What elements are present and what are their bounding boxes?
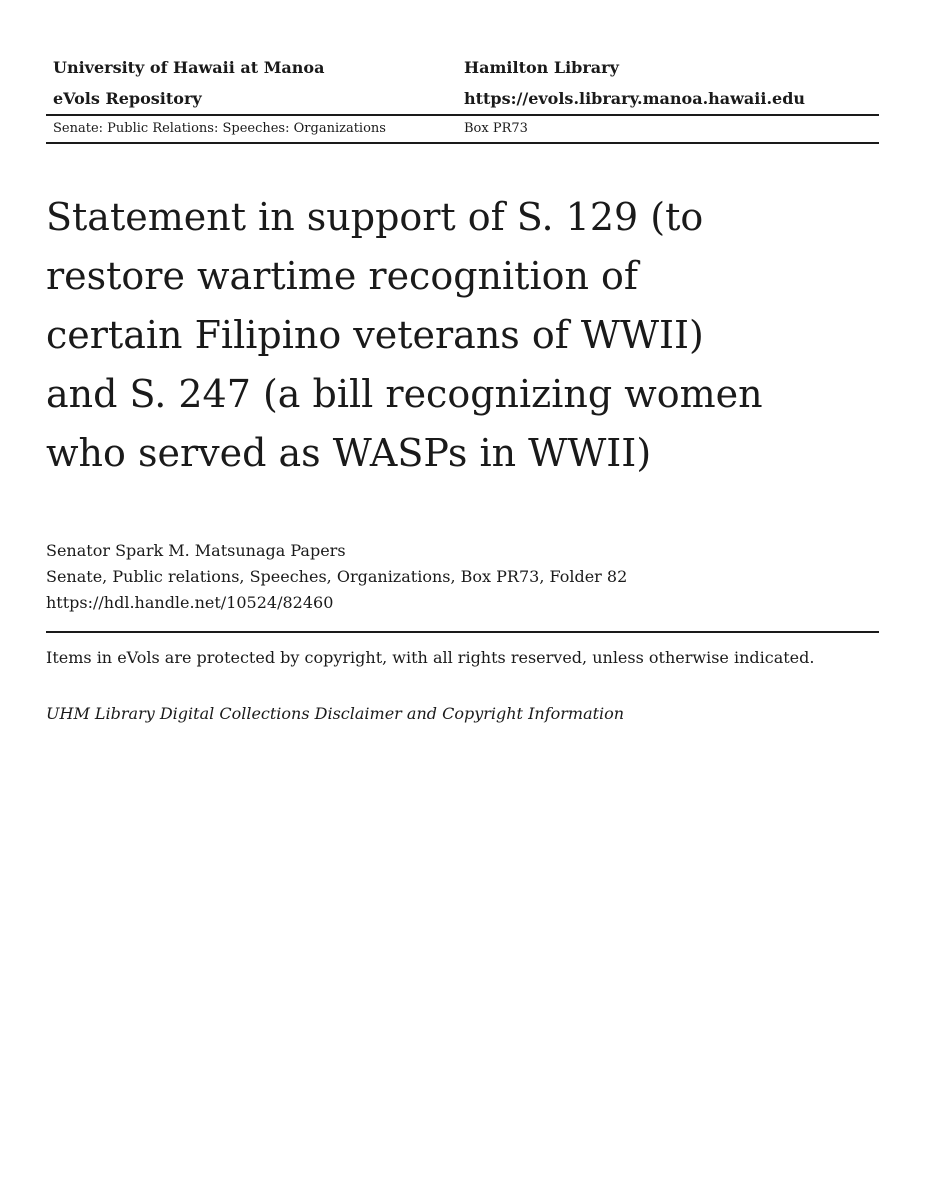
papers-collection: Senator Spark M. Matsunaga Papers — [46, 541, 346, 560]
header-row-second — [46, 83, 879, 114]
header-block — [46, 52, 879, 144]
repository-url[interactable]: https://evols.library.manoa.hawaii.edu — [464, 89, 806, 108]
title-line: Statement in support of S. 129 (to — [46, 195, 704, 239]
document-metadata — [46, 538, 627, 616]
repository-name: eVols Repository — [53, 89, 202, 108]
title-line: and S. 247 (a bill recognizing women — [46, 372, 763, 416]
metadata-divider — [46, 631, 879, 633]
collection-path: Senate: Public Relations: Speeches: Organizations — [53, 121, 386, 136]
folder-location: Senate, Public relations, Speeches, Organizations, Box PR73, Folder 82 — [46, 567, 628, 586]
header-row-top — [46, 52, 879, 83]
library-name: Hamilton Library — [464, 58, 619, 77]
title-line: certain Filipino veterans of WWII) — [46, 313, 704, 357]
title-line: who served as WASPs in WWII) — [46, 431, 652, 475]
institution-name: University of Hawaii at Manoa — [53, 58, 325, 77]
disclaimer-link[interactable]: UHM Library Digital Collections Disclaimer and Copyright Information — [46, 704, 625, 723]
copyright-notice: Items in eVols are protected by copyright, with all rights reserved, unless otherwise indicated. — [46, 648, 815, 667]
document-title — [46, 188, 806, 483]
box-label: Box PR73 — [464, 121, 528, 136]
handle-link[interactable]: https://hdl.handle.net/10524/82460 — [46, 593, 334, 612]
header-row-collection — [46, 116, 879, 142]
header-divider-bottom — [46, 142, 879, 144]
title-line: restore wartime recognition of — [46, 254, 638, 298]
